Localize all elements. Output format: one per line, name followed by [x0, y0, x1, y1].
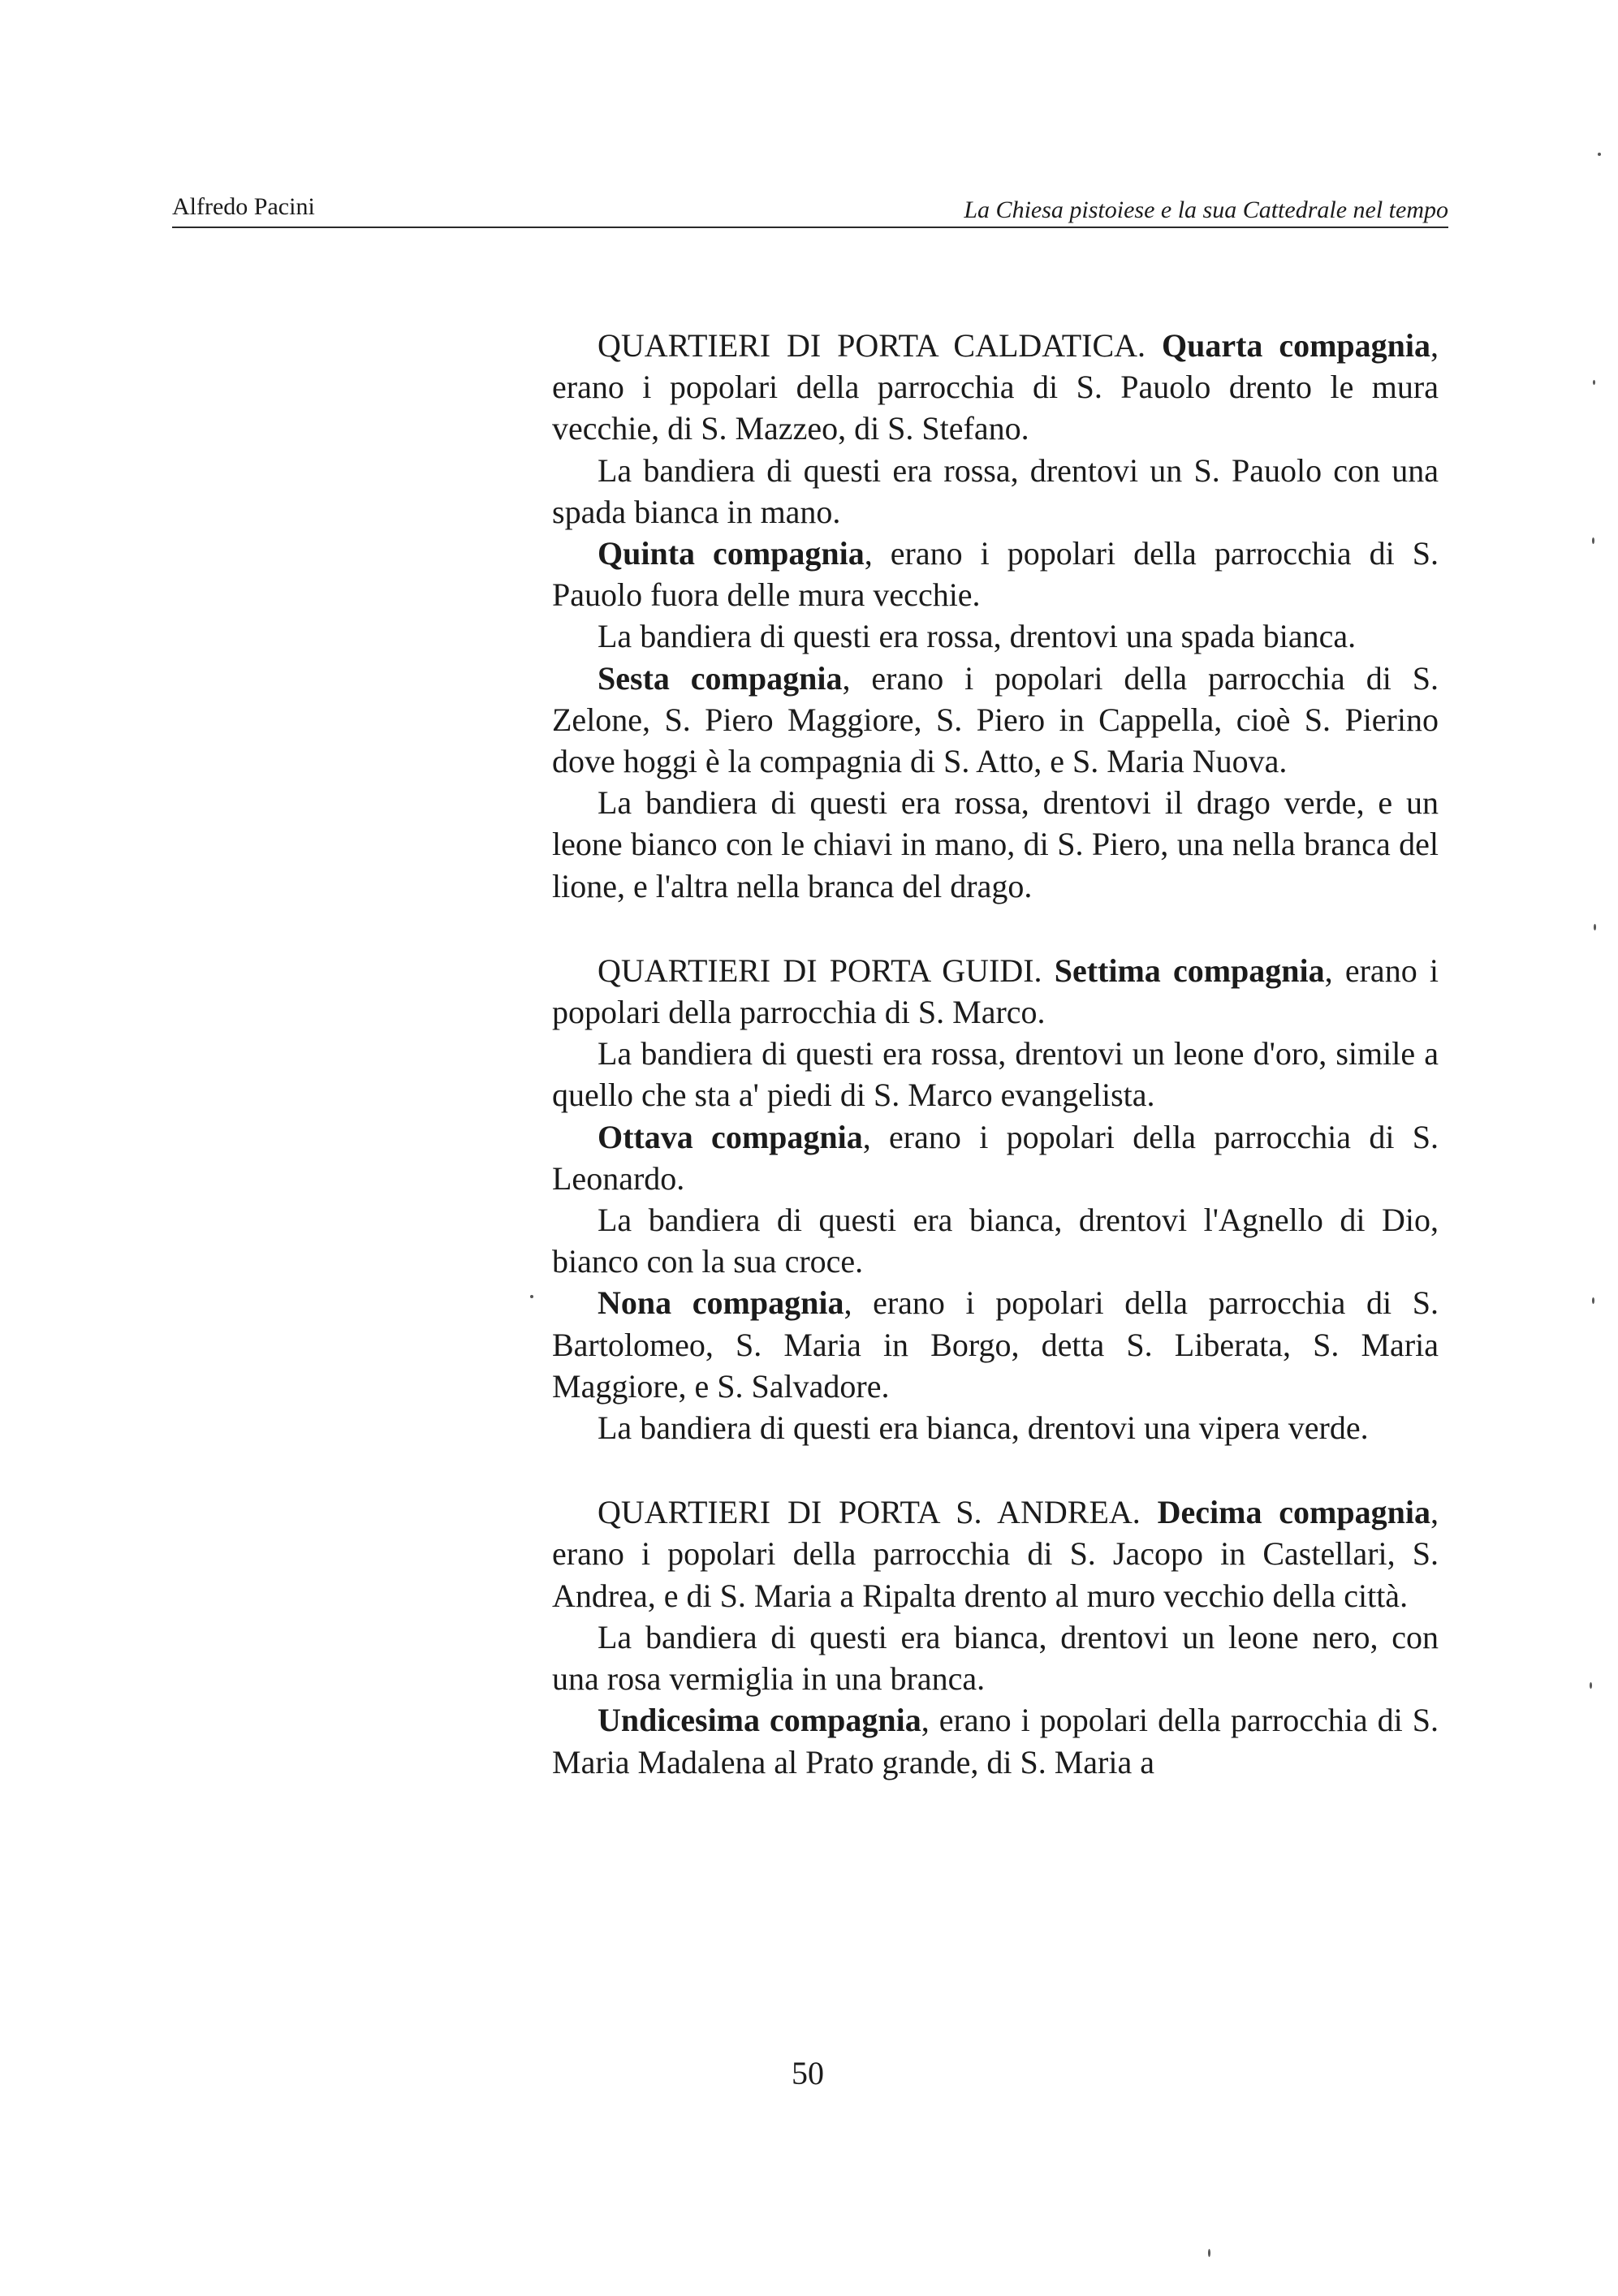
scan-speck: [530, 1295, 533, 1298]
paragraph: La bandiera di questi era rossa, drentovi un S. Pauolo con una spada bianca in mano.: [552, 451, 1439, 530]
paragraph: Ottava compagnia, erano i popolari della parrocchia di S. Leonardo.: [552, 1118, 1439, 1197]
paragraph: La bandiera di questi era bianca, drentovi un leone nero, con una rosa vermiglia in una branca.: [552, 1618, 1439, 1698]
paragraph: QUARTIERI DI PORTA S. ANDREA. Decima compagnia, erano i popolari della parrocchia di S. Jacopo in Castellari, S. Andrea, e di S. Maria a Ripalta drento al muro vecchio della città.: [552, 1494, 1439, 1614]
paragraph: La bandiera di questi era rossa, drentovi una spada bianca.: [598, 618, 1357, 655]
scan-speck: [1593, 380, 1595, 385]
paragraph: QUARTIERI DI PORTA GUIDI. Settima compagnia, erano i popolari della parrocchia di S. Marco.: [552, 952, 1439, 1031]
paragraph: La bandiera di questi era bianca, drentovi l'Agnello di Dio, bianco con la sua croce.: [552, 1202, 1439, 1280]
scan-speck: [1592, 537, 1594, 544]
scan-speck: [1598, 153, 1601, 156]
paragraph: Sesta compagnia, erano i popolari della parrocchia di S. Zelone, S. Piero Maggiore, S. Piero in Cappella, cioè S. Pierino dove hoggi è la compagnia di S. Atto, e S. Maria Nuova.: [552, 659, 1439, 780]
paragraph: La bandiera di questi era bianca, drentovi una vipera verde.: [598, 1409, 1369, 1447]
paragraph: La bandiera di questi era rossa, drentovi un leone d'oro, simile a quello che sta a' piedi di S. Marco evangelista.: [552, 1035, 1439, 1114]
paragraph: Undicesima compagnia, erano i popolari della parrocchia di S. Maria Madalena al Prato grande, di S. Maria a: [552, 1702, 1439, 1780]
paragraph: Quinta compagnia, erano i popolari della parrocchia di S. Pauolo fuora delle mura vecchie.: [552, 535, 1439, 614]
scan-speck: [1208, 2249, 1210, 2257]
running-head: [172, 188, 1448, 229]
paragraph: Nona compagnia, erano i popolari della parrocchia di S. Bartolomeo, S. Maria in Borgo, detta S. Liberata, S. Maria Maggiore, e S. Salvadore.: [552, 1284, 1439, 1405]
page-number: 50: [792, 2055, 824, 2091]
header-rule: [172, 227, 1448, 228]
scan-speck: [1594, 924, 1596, 930]
scan-speck: [1592, 1297, 1594, 1304]
header-book-title: La Chiesa pistoiese e la sua Cattedrale nel tempo: [964, 196, 1448, 223]
paragraph: La bandiera di questi era rossa, drentovi il drago verde, e un leone bianco con le chiavi in mano, di S. Piero, una nella branca del lione, e l'altra nella branca del drago.: [552, 784, 1439, 904]
body-text: [552, 325, 1439, 1783]
header-author: Alfredo Pacini: [172, 193, 315, 220]
scan-speck: [1590, 1682, 1592, 1689]
paragraph: QUARTIERI DI PORTA CALDATICA. Quarta compagnia, erano i popolari della parrocchia di S. Pauolo drento le mura vecchie, di S. Mazzeo, di S. Stefano.: [552, 327, 1439, 447]
